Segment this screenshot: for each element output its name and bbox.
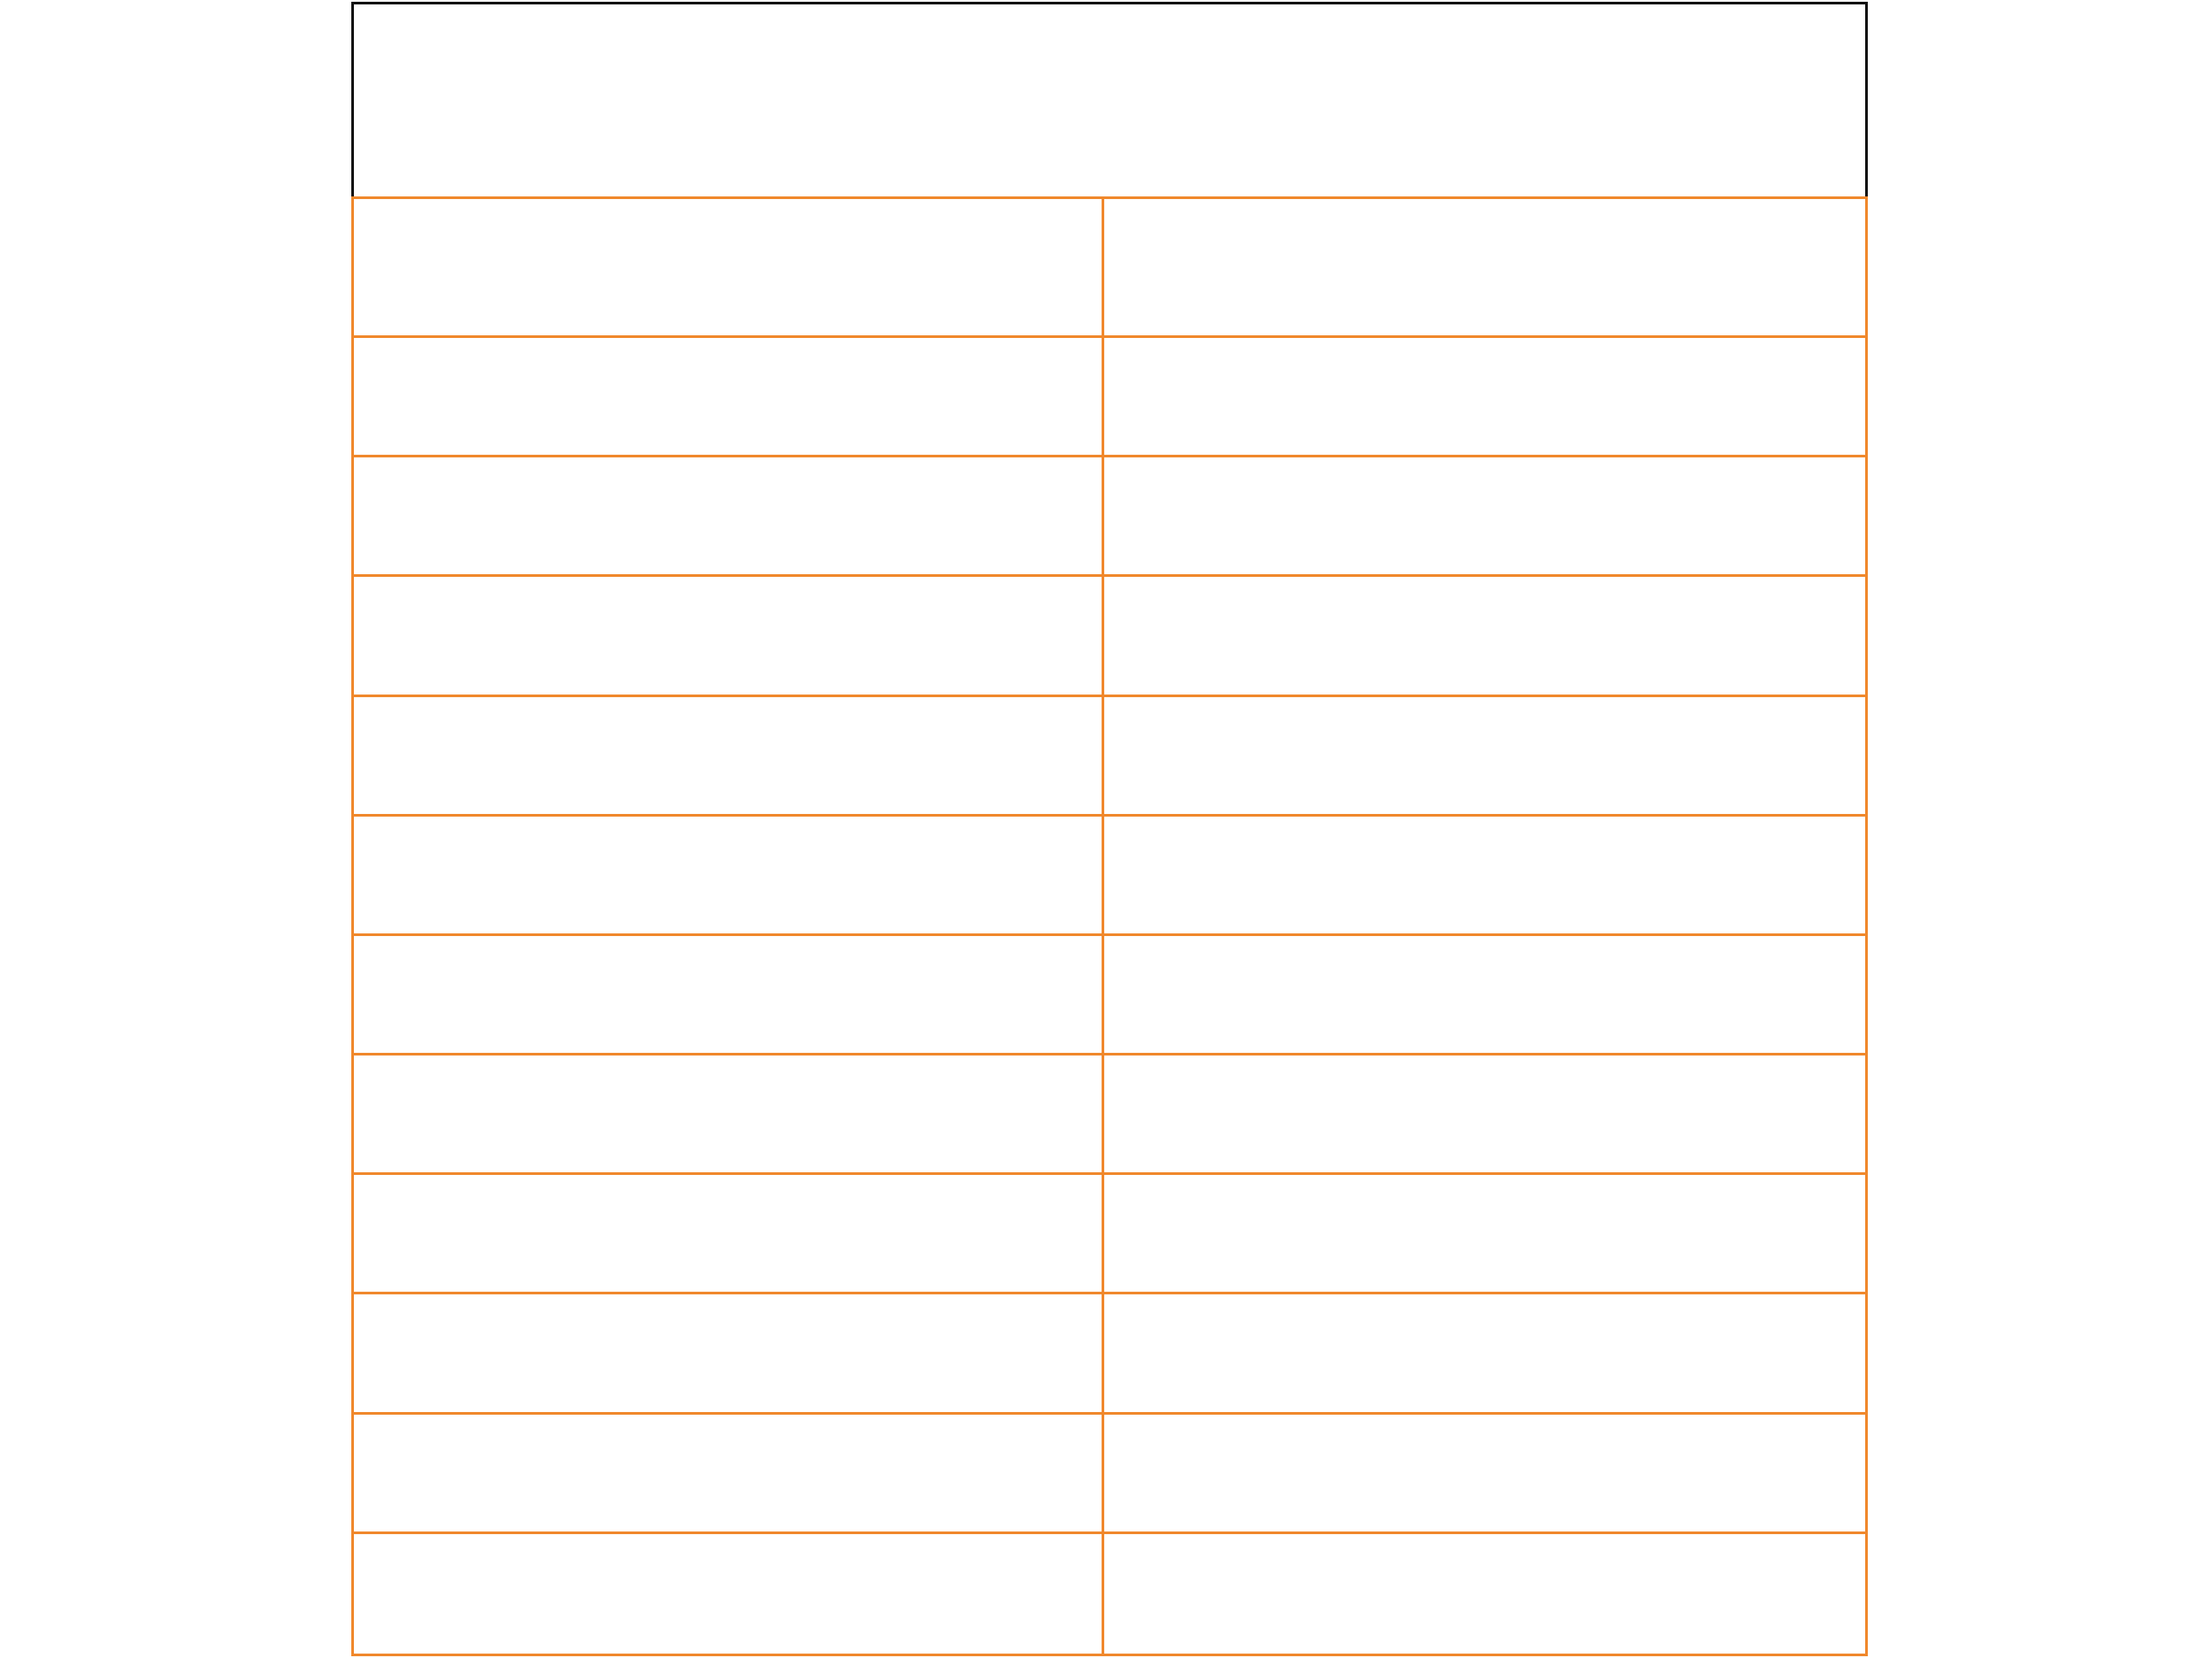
worksheet — [351, 2, 1868, 1656]
table-cell-left — [354, 577, 1104, 696]
table-cell-right — [1104, 457, 1865, 577]
table-cell-right — [1104, 1175, 1865, 1294]
table-cell-left — [354, 1175, 1104, 1294]
title-box — [351, 2, 1868, 196]
table-cell-left — [354, 1415, 1104, 1534]
table-cell-left — [354, 1534, 1104, 1654]
table-cell-left — [354, 936, 1104, 1055]
table-cell-left — [354, 199, 1104, 338]
table-cell-left — [354, 1294, 1104, 1414]
table-cell-right — [1104, 338, 1865, 457]
table-cell-left — [354, 817, 1104, 936]
table-cell-right — [1104, 1415, 1865, 1534]
table-cell-right — [1104, 1534, 1865, 1654]
table-cell-left — [354, 697, 1104, 817]
table-cell-left — [354, 1055, 1104, 1175]
table-cell-right — [1104, 577, 1865, 696]
two-column-table — [351, 196, 1868, 1656]
table-cell-left — [354, 457, 1104, 577]
table-cell-right — [1104, 199, 1865, 338]
table-cell-right — [1104, 1055, 1865, 1175]
table-cell-right — [1104, 817, 1865, 936]
table-cell-left — [354, 338, 1104, 457]
table-cell-right — [1104, 697, 1865, 817]
table-cell-right — [1104, 936, 1865, 1055]
table-cell-right — [1104, 1294, 1865, 1414]
